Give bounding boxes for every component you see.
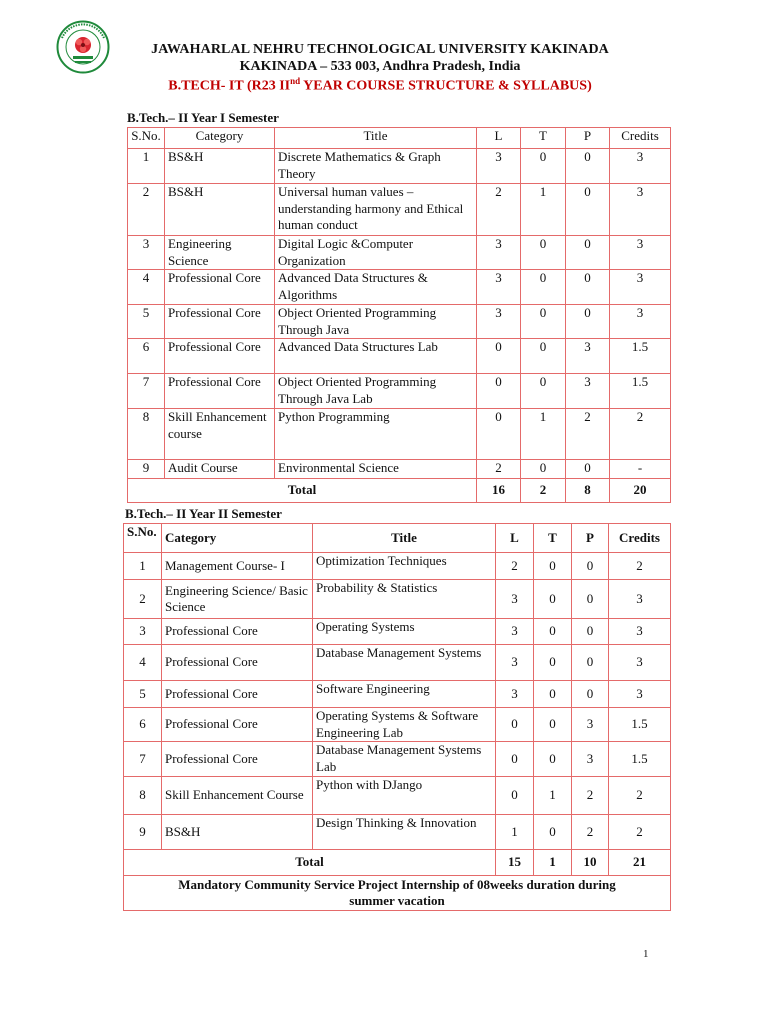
cell-p: 3 [566, 339, 610, 374]
cell-t: 1 [521, 409, 566, 460]
header-l: L [496, 524, 534, 553]
page-number: 1 [643, 948, 649, 960]
cell-t: 0 [534, 580, 572, 619]
header-t: T [521, 128, 566, 149]
header-title: Title [275, 128, 477, 149]
cell-p: 0 [566, 270, 610, 305]
header-title: Title [313, 524, 496, 553]
cell-category: Professional Core [165, 270, 275, 305]
cell-category: Skill Enhancement course [165, 409, 275, 460]
table-row [128, 184, 671, 236]
table-row [128, 409, 671, 460]
cell-p: 3 [566, 374, 610, 409]
cell-p: 0 [566, 305, 610, 339]
cell-credits: 3 [610, 305, 671, 339]
total-label: Total [124, 850, 496, 876]
header-p: P [572, 524, 609, 553]
cell-p: 3 [572, 742, 609, 777]
cell-p: 0 [566, 236, 610, 270]
internship-note: Mandatory Community Service Project Internship of 08weeks duration during summer vacation [124, 876, 671, 911]
cell-category: Management Course- I [162, 553, 313, 580]
cell-sno: 1 [124, 553, 162, 580]
cell-sno: 8 [124, 777, 162, 815]
table-row [128, 305, 671, 339]
cell-sno: 9 [128, 460, 165, 479]
cell-p: 0 [572, 619, 609, 645]
cell-credits: - [610, 460, 671, 479]
total-row [124, 850, 671, 876]
cell-sno: 5 [124, 681, 162, 708]
semester-2-table [123, 523, 671, 911]
table-row [124, 645, 671, 681]
cell-t: 0 [521, 374, 566, 409]
header-sno: S.No. [124, 524, 162, 553]
cell-title: Object Oriented Programming Through Java [275, 305, 477, 339]
header-sno: S.No. [128, 128, 165, 149]
semester-1-table [127, 127, 671, 503]
cell-t: 0 [521, 270, 566, 305]
cell-credits: 1.5 [610, 374, 671, 409]
cell-l: 1 [496, 815, 534, 850]
cell-category: BS&H [162, 815, 313, 850]
table-row [128, 339, 671, 374]
table-row [128, 460, 671, 479]
cell-category: Professional Core [165, 305, 275, 339]
cell-p: 2 [572, 777, 609, 815]
table-row [128, 149, 671, 184]
cell-l: 3 [496, 681, 534, 708]
cell-credits: 3 [610, 184, 671, 236]
table-row [128, 236, 671, 270]
cell-title: Operating Systems [313, 619, 496, 645]
cell-sno: 2 [124, 580, 162, 619]
cell-t: 0 [534, 815, 572, 850]
cell-sno: 2 [128, 184, 165, 236]
semester-1-title: B.Tech.– II Year I Semester [127, 110, 279, 125]
cell-t: 0 [521, 460, 566, 479]
cell-l: 3 [477, 149, 521, 184]
cell-credits: 3 [610, 236, 671, 270]
table-header-row [124, 524, 671, 553]
total-t: 1 [534, 850, 572, 876]
note-row [124, 876, 671, 911]
cell-t: 1 [534, 777, 572, 815]
cell-t: 0 [534, 681, 572, 708]
cell-t: 0 [534, 645, 572, 681]
cell-sno: 4 [124, 645, 162, 681]
cell-l: 2 [496, 553, 534, 580]
cell-category: Engineering Science [165, 236, 275, 270]
cell-l: 2 [477, 184, 521, 236]
cell-sno: 1 [128, 149, 165, 184]
total-credits: 20 [610, 479, 671, 503]
cell-credits: 2 [609, 553, 671, 580]
semester-2-title: B.Tech.– II Year II Semester [125, 506, 282, 521]
university-logo [56, 20, 110, 74]
cell-category: Engineering Science/ Basic Science [162, 580, 313, 619]
cell-l: 0 [477, 374, 521, 409]
cell-category: Skill Enhancement Course [162, 777, 313, 815]
cell-sno: 9 [124, 815, 162, 850]
cell-category: Professional Core [162, 708, 313, 742]
table-row [128, 374, 671, 409]
cell-sno: 7 [128, 374, 165, 409]
cell-sno: 3 [124, 619, 162, 645]
cell-p: 0 [566, 149, 610, 184]
cell-category: Audit Course [165, 460, 275, 479]
cell-credits: 1.5 [609, 708, 671, 742]
cell-l: 2 [477, 460, 521, 479]
total-l: 16 [477, 479, 521, 503]
cell-category: BS&H [165, 149, 275, 184]
cell-title: Advanced Data Structures & Algorithms [275, 270, 477, 305]
table-row [124, 580, 671, 619]
cell-t: 0 [534, 708, 572, 742]
header-t: T [534, 524, 572, 553]
cell-title: Optimization Techniques [313, 553, 496, 580]
university-address: KAKINADA – 533 003, Andhra Pradesh, India [239, 59, 521, 74]
header-p: P [566, 128, 610, 149]
total-t: 2 [521, 479, 566, 503]
table-row [124, 815, 671, 850]
header-credits: Credits [610, 128, 671, 149]
cell-sno: 6 [128, 339, 165, 374]
university-name: JAWAHARLAL NEHRU TECHNOLOGICAL UNIVERSITY KAKINADA [151, 42, 609, 57]
cell-sno: 6 [124, 708, 162, 742]
cell-t: 0 [521, 339, 566, 374]
cell-title: Probability & Statistics [313, 580, 496, 619]
cell-credits: 3 [610, 270, 671, 305]
cell-sno: 8 [128, 409, 165, 460]
cell-credits: 3 [610, 149, 671, 184]
cell-category: Professional Core [162, 742, 313, 777]
header-category: Category [165, 128, 275, 149]
cell-credits: 2 [610, 409, 671, 460]
cell-sno: 5 [128, 305, 165, 339]
cell-category: Professional Core [162, 645, 313, 681]
cell-title: Environmental Science [275, 460, 477, 479]
cell-l: 0 [477, 339, 521, 374]
total-p: 10 [572, 850, 609, 876]
cell-p: 0 [566, 460, 610, 479]
cell-credits: 1.5 [610, 339, 671, 374]
cell-p: 0 [566, 184, 610, 236]
cell-t: 0 [534, 553, 572, 580]
cell-t: 0 [521, 236, 566, 270]
cell-l: 0 [496, 777, 534, 815]
cell-credits: 3 [609, 645, 671, 681]
cell-p: 0 [572, 681, 609, 708]
cell-l: 3 [477, 270, 521, 305]
cell-t: 0 [534, 619, 572, 645]
total-credits: 21 [609, 850, 671, 876]
cell-l: 3 [477, 236, 521, 270]
cell-p: 2 [566, 409, 610, 460]
table-row [124, 777, 671, 815]
cell-title: Design Thinking & Innovation [313, 815, 496, 850]
cell-title: Database Management Systems [313, 645, 496, 681]
cell-l: 3 [496, 619, 534, 645]
cell-sno: 3 [128, 236, 165, 270]
cell-l: 0 [496, 742, 534, 777]
course-title: B.TECH- IT (R23 IInd YEAR COURSE STRUCTURE & SYLLABUS) [168, 76, 592, 94]
cell-l: 0 [496, 708, 534, 742]
cell-p: 0 [572, 645, 609, 681]
cell-t: 0 [521, 305, 566, 339]
cell-l: 0 [477, 409, 521, 460]
cell-t: 0 [534, 742, 572, 777]
cell-title: Software Engineering [313, 681, 496, 708]
cell-p: 3 [572, 708, 609, 742]
cell-t: 1 [521, 184, 566, 236]
cell-category: Professional Core [165, 339, 275, 374]
cell-l: 3 [496, 645, 534, 681]
cell-title: Object Oriented Programming Through Java Lab [275, 374, 477, 409]
cell-category: Professional Core [165, 374, 275, 409]
table-row [124, 742, 671, 777]
table-header-row [128, 128, 671, 149]
header-category: Category [162, 524, 313, 553]
cell-title: Advanced Data Structures Lab [275, 339, 477, 374]
cell-p: 2 [572, 815, 609, 850]
cell-sno: 7 [124, 742, 162, 777]
cell-p: 0 [572, 553, 609, 580]
table-row [124, 553, 671, 580]
table-row [124, 619, 671, 645]
total-p: 8 [566, 479, 610, 503]
cell-l: 3 [496, 580, 534, 619]
cell-category: Professional Core [162, 681, 313, 708]
table-row [124, 708, 671, 742]
table-row [128, 270, 671, 305]
cell-p: 0 [572, 580, 609, 619]
cell-sno: 4 [128, 270, 165, 305]
cell-credits: 2 [609, 777, 671, 815]
header-l: L [477, 128, 521, 149]
table-row [124, 681, 671, 708]
header-credits: Credits [609, 524, 671, 553]
total-row [128, 479, 671, 503]
cell-credits: 3 [609, 580, 671, 619]
cell-title: Operating Systems & Software Engineering Lab [313, 708, 496, 742]
cell-title: Python Programming [275, 409, 477, 460]
cell-title: Digital Logic &Computer Organization [275, 236, 477, 270]
cell-category: BS&H [165, 184, 275, 236]
cell-credits: 3 [609, 619, 671, 645]
total-label: Total [128, 479, 477, 503]
cell-credits: 1.5 [609, 742, 671, 777]
cell-category: Professional Core [162, 619, 313, 645]
total-l: 15 [496, 850, 534, 876]
cell-title: Discrete Mathematics & Graph Theory [275, 149, 477, 184]
cell-t: 0 [521, 149, 566, 184]
cell-title: Database Management Systems Lab [313, 742, 496, 777]
cell-title: Universal human values – understanding harmony and Ethical human conduct [275, 184, 477, 236]
cell-title: Python with DJango [313, 777, 496, 815]
cell-l: 3 [477, 305, 521, 339]
cell-credits: 2 [609, 815, 671, 850]
cell-credits: 3 [609, 681, 671, 708]
